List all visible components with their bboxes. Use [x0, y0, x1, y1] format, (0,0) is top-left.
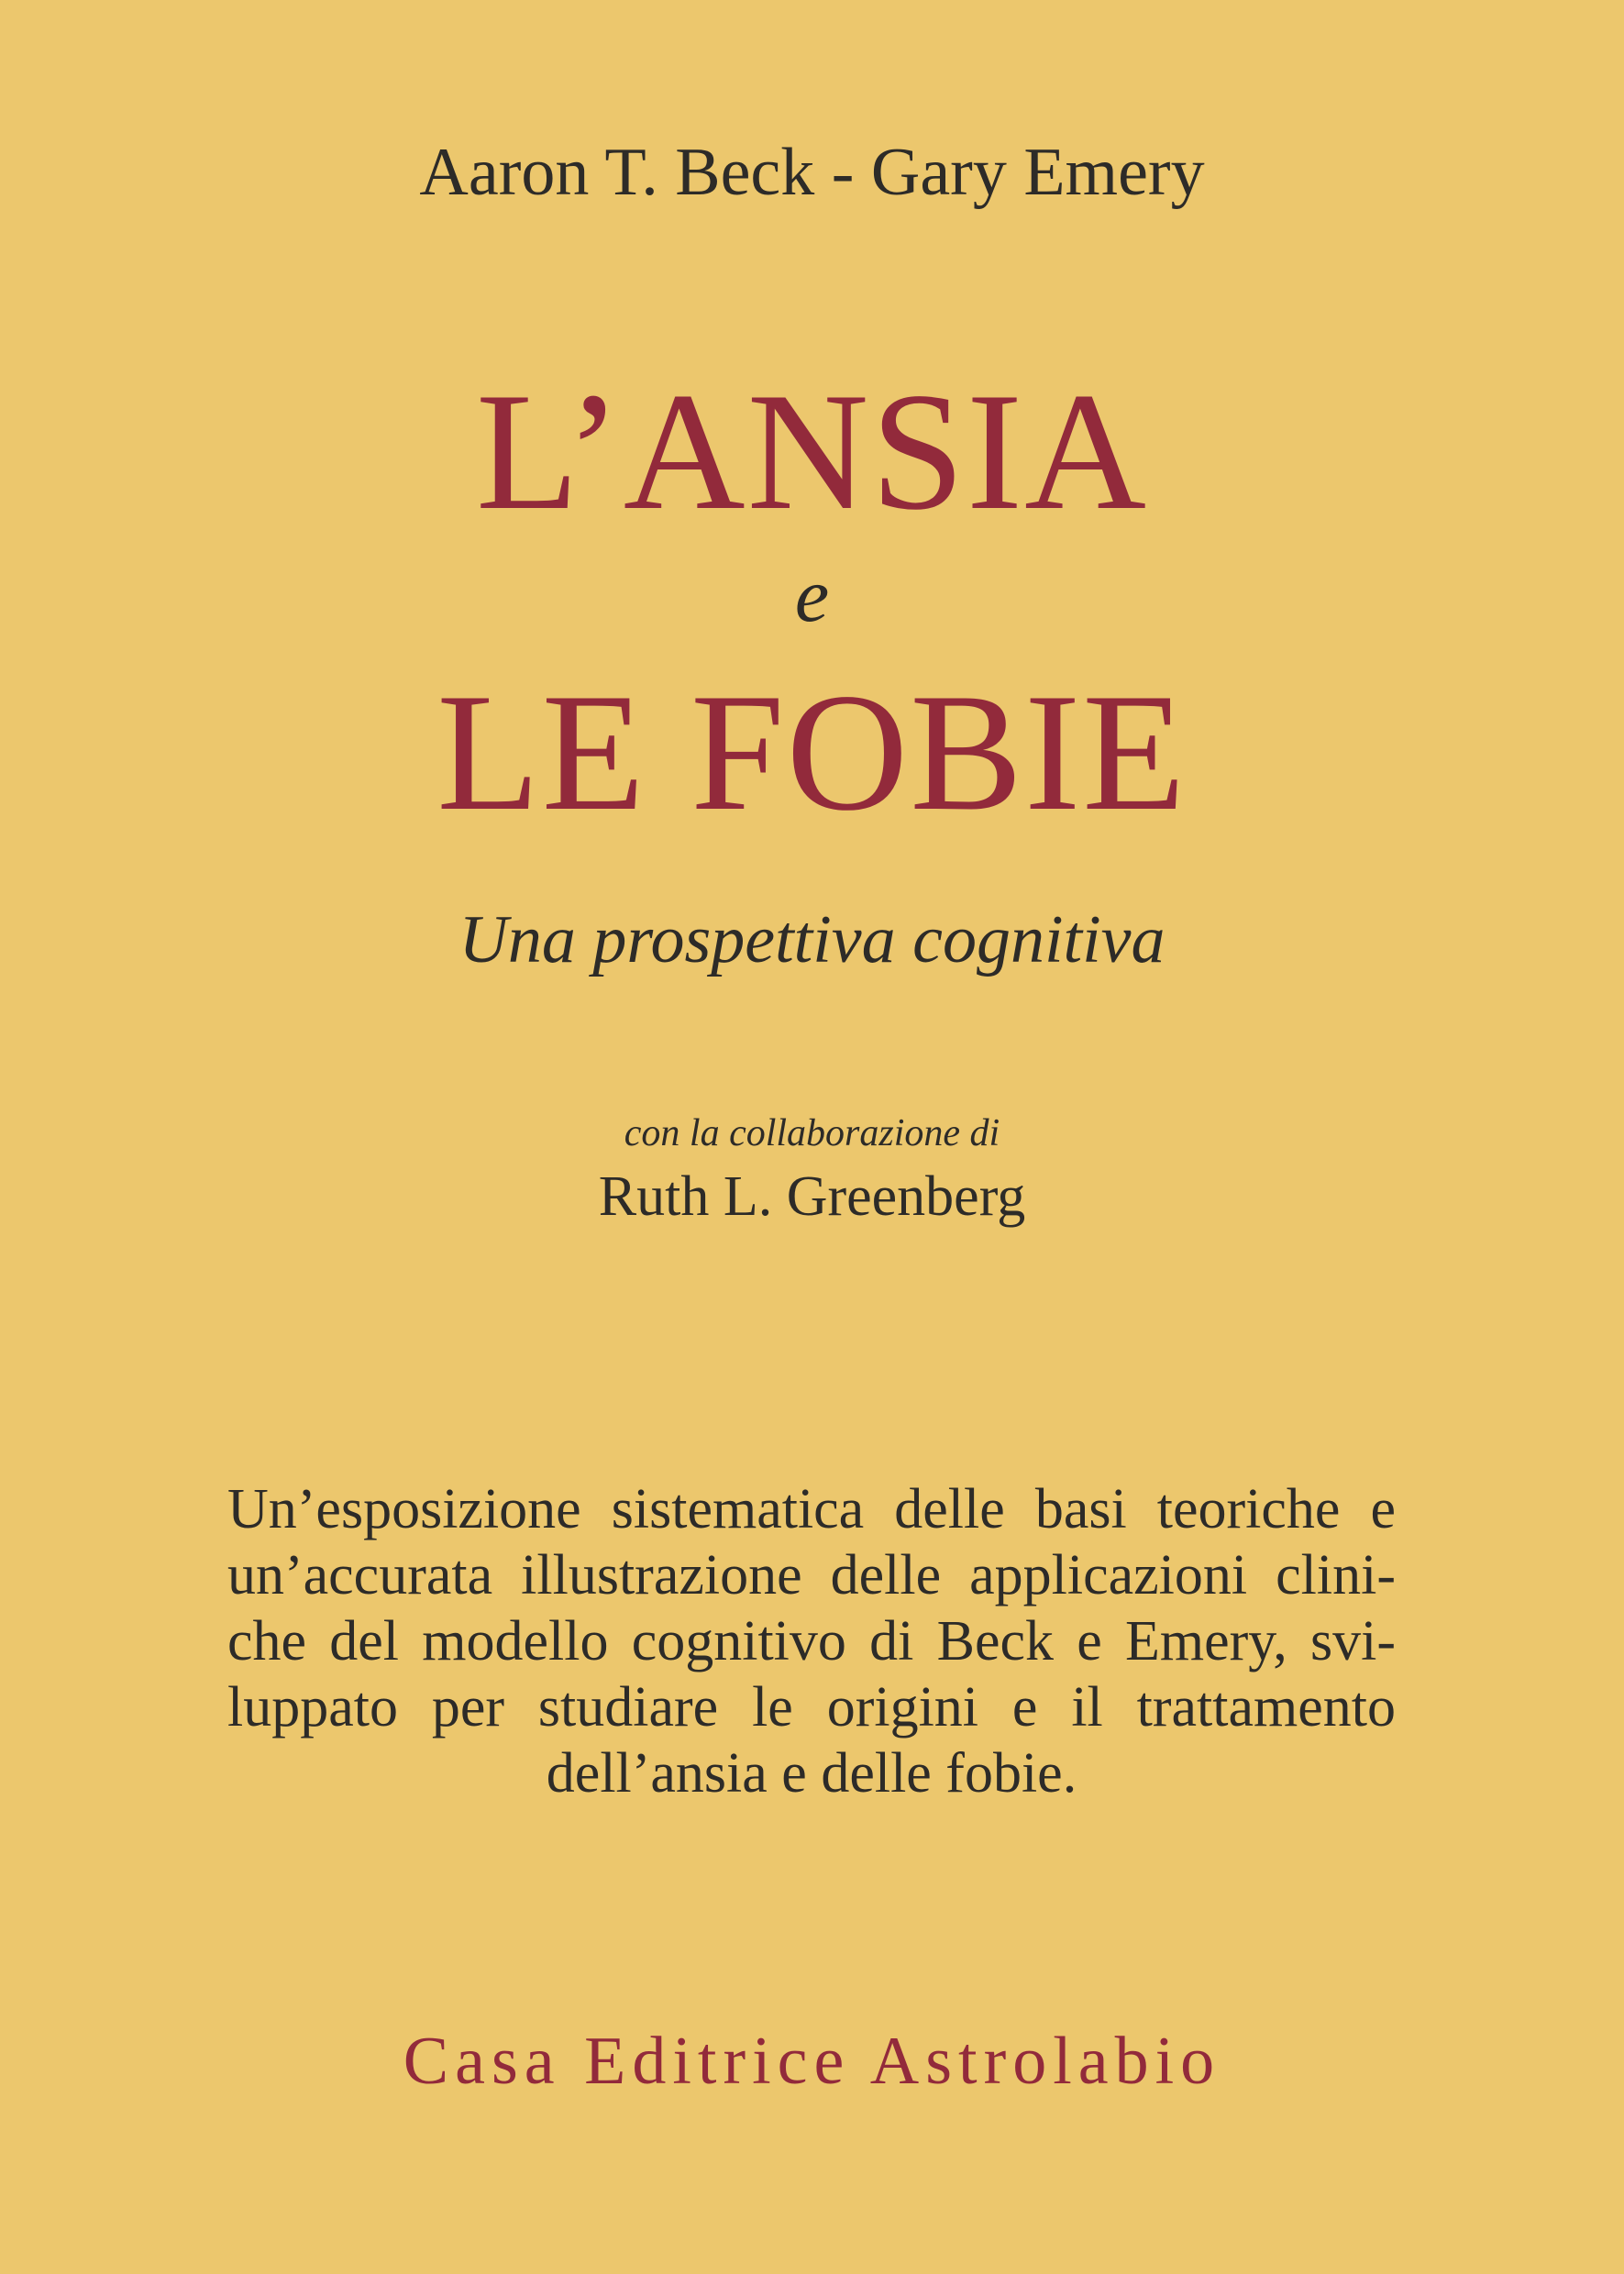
subtitle: Una prospettiva cognitiva — [458, 902, 1166, 977]
title-conjunction: e — [794, 553, 830, 638]
description-line: luppato per studiare le origini e il trattamento — [227, 1676, 1396, 1739]
description-blurb — [227, 1476, 1396, 1806]
title-line-2: LE FOBIE — [436, 658, 1188, 845]
collaborator-name: Ruth L. Greenberg — [598, 1165, 1026, 1228]
title-line-1: L’ANSIA — [475, 358, 1149, 545]
collaboration-label: con la collaborazione di — [624, 1112, 1000, 1154]
description-line: che del modello cognitivo di Beck e Emery, svi- — [227, 1610, 1396, 1672]
authors: Aaron T. Beck - Gary Emery — [419, 135, 1205, 210]
description-line: dell’ansia e delle fobie. — [546, 1742, 1077, 1805]
description-line: un’accurata illustrazione delle applicazioni clini- — [227, 1544, 1396, 1606]
publisher-name: Casa Editrice Astrolabio — [403, 2024, 1221, 2099]
description-line: Un’esposizione sistematica delle basi teoriche e — [227, 1478, 1396, 1540]
